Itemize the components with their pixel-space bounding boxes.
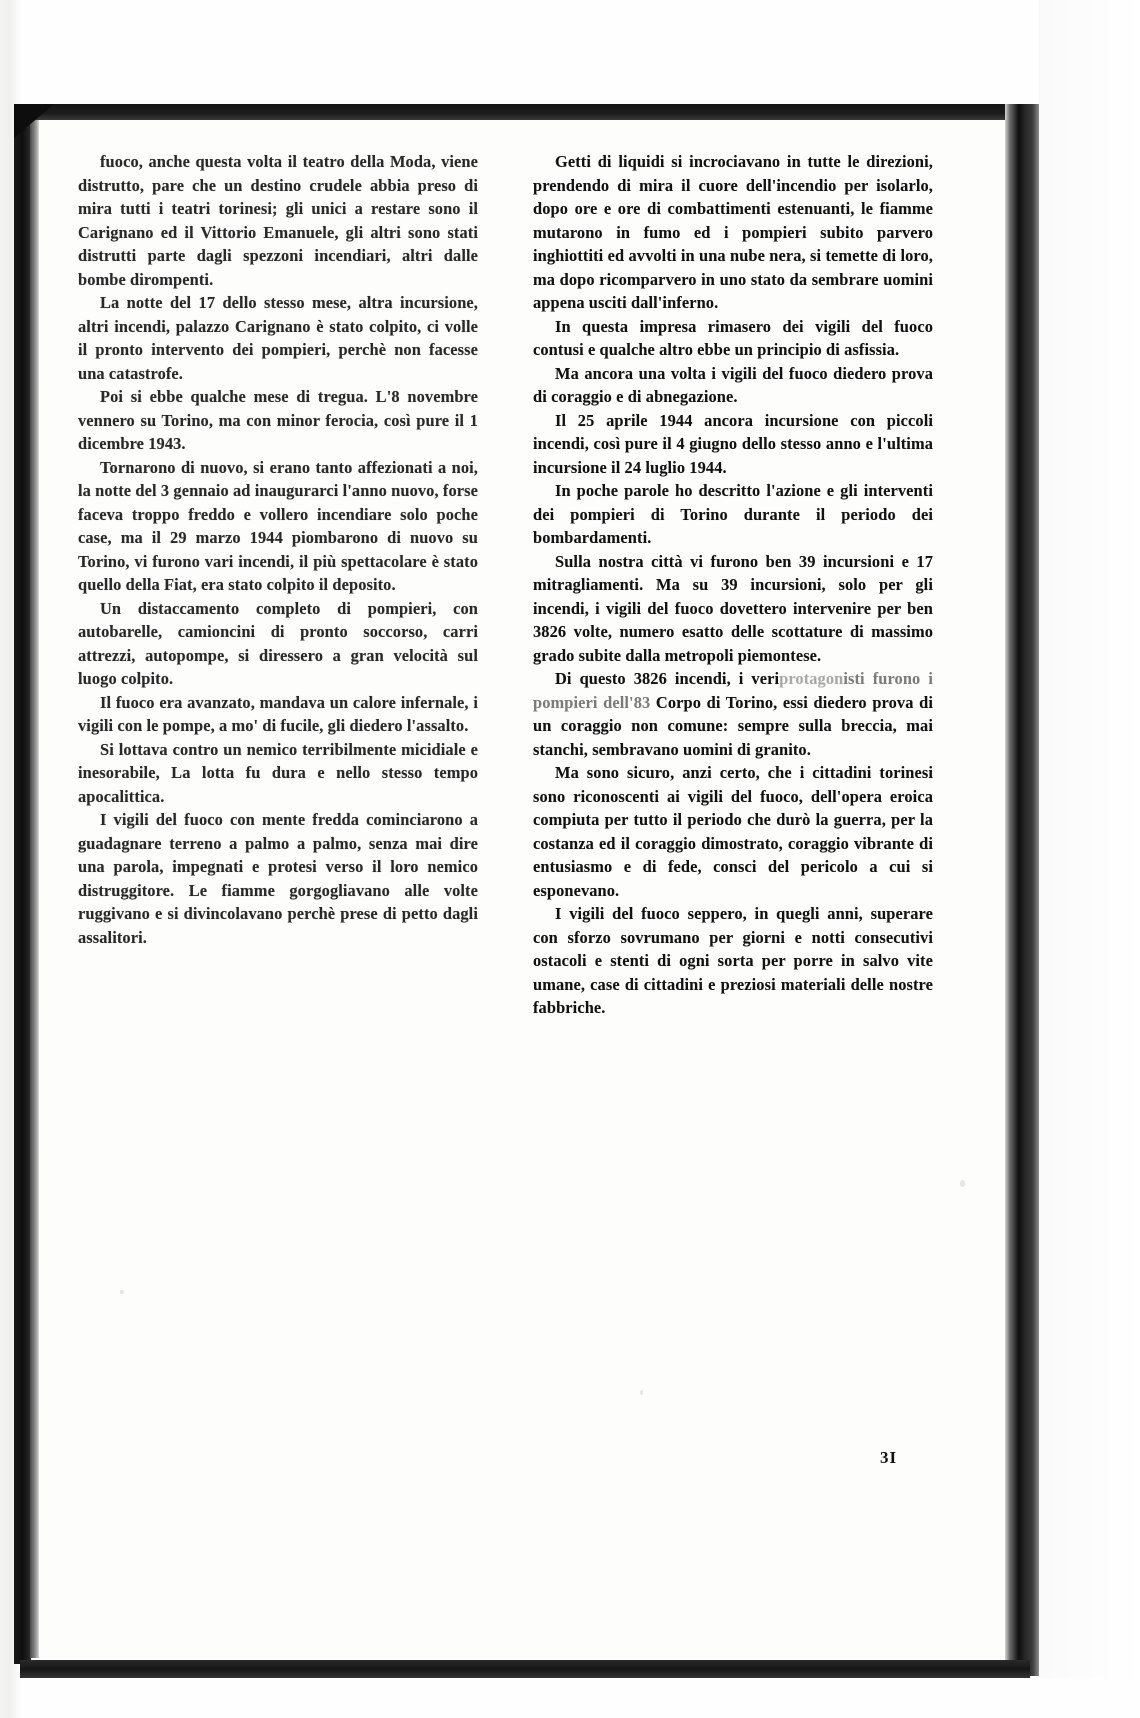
damaged-text-gap: protagon <box>779 669 844 688</box>
paragraph: fuoco, anche questa volta il teatro della Moda, viene distrutto, pare che un destino crudele abbia preso di mira tutti i teatri torinesi; gli unici a restare sono il Carignano ed il Vittorio Emanuele, gli altri sono stati distrutti parte dagli spezzoni incendiari, altri dalle bombe dirompenti. <box>78 152 478 289</box>
scan-margin-top <box>0 0 1140 104</box>
page-number: 3I <box>880 1448 898 1467</box>
damaged-text-before: Di questo 3826 incendi, i veri <box>555 669 780 688</box>
paragraph: In questa impresa rimasero dei vigili del fuoco contusi e qualche altro ebbe un principio di asfissia. <box>533 316 933 359</box>
paragraph: Il fuoco era avanzato, mandava un calore infernale, i vigili con le pompe, a mo' di fucile, gli diedero l'assalto. <box>78 692 478 735</box>
damaged-text-continuation: Corpo di Torino, essi diedero prova di un coraggio non comune: sempre sulla breccia, mai stanchi, sembravano uomini di granito. <box>533 692 933 759</box>
scan-gradient-border-left <box>30 118 39 1658</box>
paragraph: Ma ancora una volta i vigili del fuoco diedero prova di coraggio e di abnegazione. <box>533 363 933 406</box>
text-body <box>78 150 933 1020</box>
paragraph: Tornarono di nuovo, si erano tanto affezionati a noi, la notte del 3 gennaio ad inaugurarci l'anno nuovo, forse faceva troppo freddo e vollero incendiare solo poche case, ma il 29 marzo 1944 piombarono di nuovo su Torino, vi furono vari incendi, il più spettacolare è stato quello della Fiat, era stato colpito il deposito. <box>78 457 478 594</box>
paragraph: Ma sono sicuro, anzi certo, che i cittadini torinesi sono riconoscenti ai vigili del fuoco, dell'opera eroica compiuta per tutto il periodo che durò la guerra, per la costanza ed il coraggio dimostrato, coraggio vibrante di entusiasmo e di fede, consci del pericolo a cui si esponevano. <box>533 763 933 900</box>
paragraph: La notte del 17 dello stesso mese, altra incursione, altri incendi, palazzo Carignano è stato colpito, ci volle il pronto intervento dei pompieri, perchè non facesse una catastrofe. <box>78 293 478 383</box>
scan-margin-right <box>1039 0 1140 1718</box>
paragraph: Il 25 aprile 1944 ancora incursione con piccoli incendi, così pure il 4 giugno dello stesso anno e l'ultima incursione il 24 luglio 1944. <box>533 410 933 477</box>
paragraph: Un distaccamento completo di pompieri, con autobarelle, camioncini di pronto soccorso, carri attrezzi, autopompe, si diressero a gran velocità sul luogo colpito. <box>78 598 478 688</box>
paragraph: Si lottava contro un nemico terribilmente micidiale e inesorabile, La lotta fu dura e nello stesso tempo apocalittica. <box>78 739 478 806</box>
scan-margin-bottom <box>0 1678 1140 1718</box>
paragraph: I vigili del fuoco seppero, in quegli anni, superare con sforzo sovrumano per giorni e notti consecutivi ostacoli e stenti di ogni sorta per porre in salvo vite umane, case di cittadini e preziosi materiali delle nostre fabbriche. <box>533 904 933 1017</box>
paragraph: Sulla nostra città vi furono ben 39 incursioni e 17 mitragliamenti. Ma su 39 incursioni, solo per gli incendi, i vigili del fuoco dovettero intervenire per ben 3826 volte, numero esatto delle scottature di massimo grado subite dalla metropoli piemontese. <box>533 551 933 665</box>
damaged-text-after: isti furono i pompieri dell'83 <box>533 669 933 712</box>
paragraph: Getti di liquidi si incrociavano in tutte le direzioni, prendendo di mira il cuore dell'incendio per isolarlo, dopo ore e ore di combattimenti estenuanti, le fiamme mutarono in fumo ed i pompieri subito parvero inghiottiti ed avvolti in una nube nera, si temette di loro, ma dopo ricomparvero in uno stato da sembrare uomini appena usciti dall'inferno. <box>533 152 933 312</box>
paragraph: I vigili del fuoco con mente fredda cominciarono a guadagnare terreno a palmo a palmo, senza mai dire una parola, impegnati e protesi verso il loro nemico distruggitore. Le fiamme gorgogliavano alle volte ruggivano e si divincolavano perchè prese di petto dagli assalitori. <box>78 810 478 947</box>
scan-dark-border-right <box>1005 104 1024 1676</box>
paragraph: Poi si ebbe qualche mese di tregua. L'8 novembre vennero su Torino, ma con minor ferocia, così pure il 1 dicembre 1943. <box>78 387 478 453</box>
scan-dark-border-bottom <box>20 1660 1030 1678</box>
paragraph: In poche parole ho descritto l'azione e gli interventi dei pompieri di Torino durante il periodo dei bombardamenti. <box>533 481 933 547</box>
scan-dark-border-left <box>14 104 31 1664</box>
scan-gradient-border-right <box>1023 104 1039 1676</box>
scan-dark-border-top <box>14 104 1022 120</box>
column-right <box>533 150 933 1020</box>
paragraph-damaged <box>533 667 933 761</box>
column-left <box>78 150 478 1020</box>
